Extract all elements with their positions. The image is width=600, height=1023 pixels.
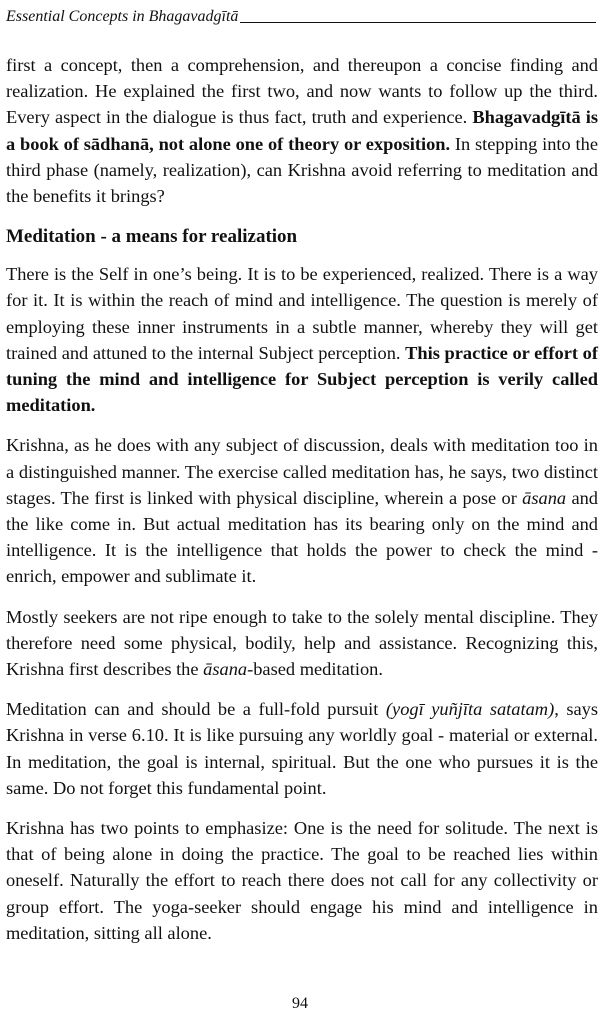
- running-header: [6, 4, 596, 26]
- paragraph-4-text: Mostly seekers are not ripe enough to take to the solely mental discipline. They therefore need some physical, bodily, help and assistance. Recognizing this, Krishna first describes the: [6, 606, 598, 680]
- section-heading: Meditation - a means for realization: [6, 226, 298, 248]
- paragraph-4: [6, 604, 598, 683]
- running-header-title: Essential Concepts in Bhagavadgītā: [6, 8, 239, 25]
- paragraph-5-text-end: , says Krishna in verse 6.10. It is like pursuing any worldly goal - material or external. In meditation, the goal is internal, spiritual. But the one who pursues it is the same. Do not forget this fundamental point.: [6, 699, 598, 798]
- paragraph-5-italic: (yogī yuñjīta satatam): [385, 699, 555, 720]
- paragraph-2-bold: This practice or effort of tuning the mind and intelligence for Subject perception is verily called meditation.: [6, 342, 598, 416]
- page-number: 94: [292, 995, 308, 1012]
- paragraph-6: Krishna has two points to emphasize: One is the need for solitude. The next is that of being alone in doing the practice. The goal to be reached lies within oneself. Naturally the effort to reach there does not call for any collectivity or group effort. The yoga-seeker should engage his mind and intelligence in meditation, sitting all alone.: [6, 818, 598, 943]
- paragraph-5-text: Meditation can and should be a full-fold pursuit: [6, 699, 386, 720]
- paragraph-2-text: There is the Self in one’s being. It is to be experienced, realized. There is a way for it. It is within the reach of mind and intelligence. The question is merely of employing these inner instruments in a subtle manner, whereby they will get trained and attuned to the internal Subject perception.: [6, 264, 598, 363]
- paragraph-4-italic: āsana: [203, 659, 248, 680]
- paragraph-1-bold: Bhagavadgītā is a book of sādhanā, not alone one of theory or exposition.: [6, 107, 599, 154]
- paragraph-3: [6, 432, 598, 589]
- paragraph-4-text-end: -based meditation.: [247, 659, 383, 680]
- paragraph-1-text: first a concept, then a comprehension, and thereupon a concise finding and realization. He explained the first two, and now wants to follow up the third. Every aspect in the dialogue is thus fact, truth and experience.: [6, 55, 598, 128]
- header-rule: [240, 22, 596, 23]
- paragraph-3-text-end: and the like come in. But actual meditation has its bearing only on the mind and intelligence. It is the intelligence that holds the power to check the mind - enrich, empower and sublimate it.: [6, 487, 598, 587]
- paragraph-3-text: Krishna, as he does with any subject of discussion, deals with meditation too in a distinguished manner. The exercise called meditation has, he says, two distinct stages. The first is linked with physical discipline, wherein a pose or: [6, 435, 598, 508]
- paragraph-1: [6, 52, 598, 209]
- paragraph-1-text-end: In stepping into the third phase (namely, realization), can Krishna avoid referring to meditation and the benefits it brings?: [6, 133, 598, 207]
- paragraph-3-italic: āsana: [522, 487, 567, 508]
- page-body: [6, 52, 598, 960]
- paragraph-2: [6, 261, 598, 418]
- paragraph-5: [6, 696, 598, 801]
